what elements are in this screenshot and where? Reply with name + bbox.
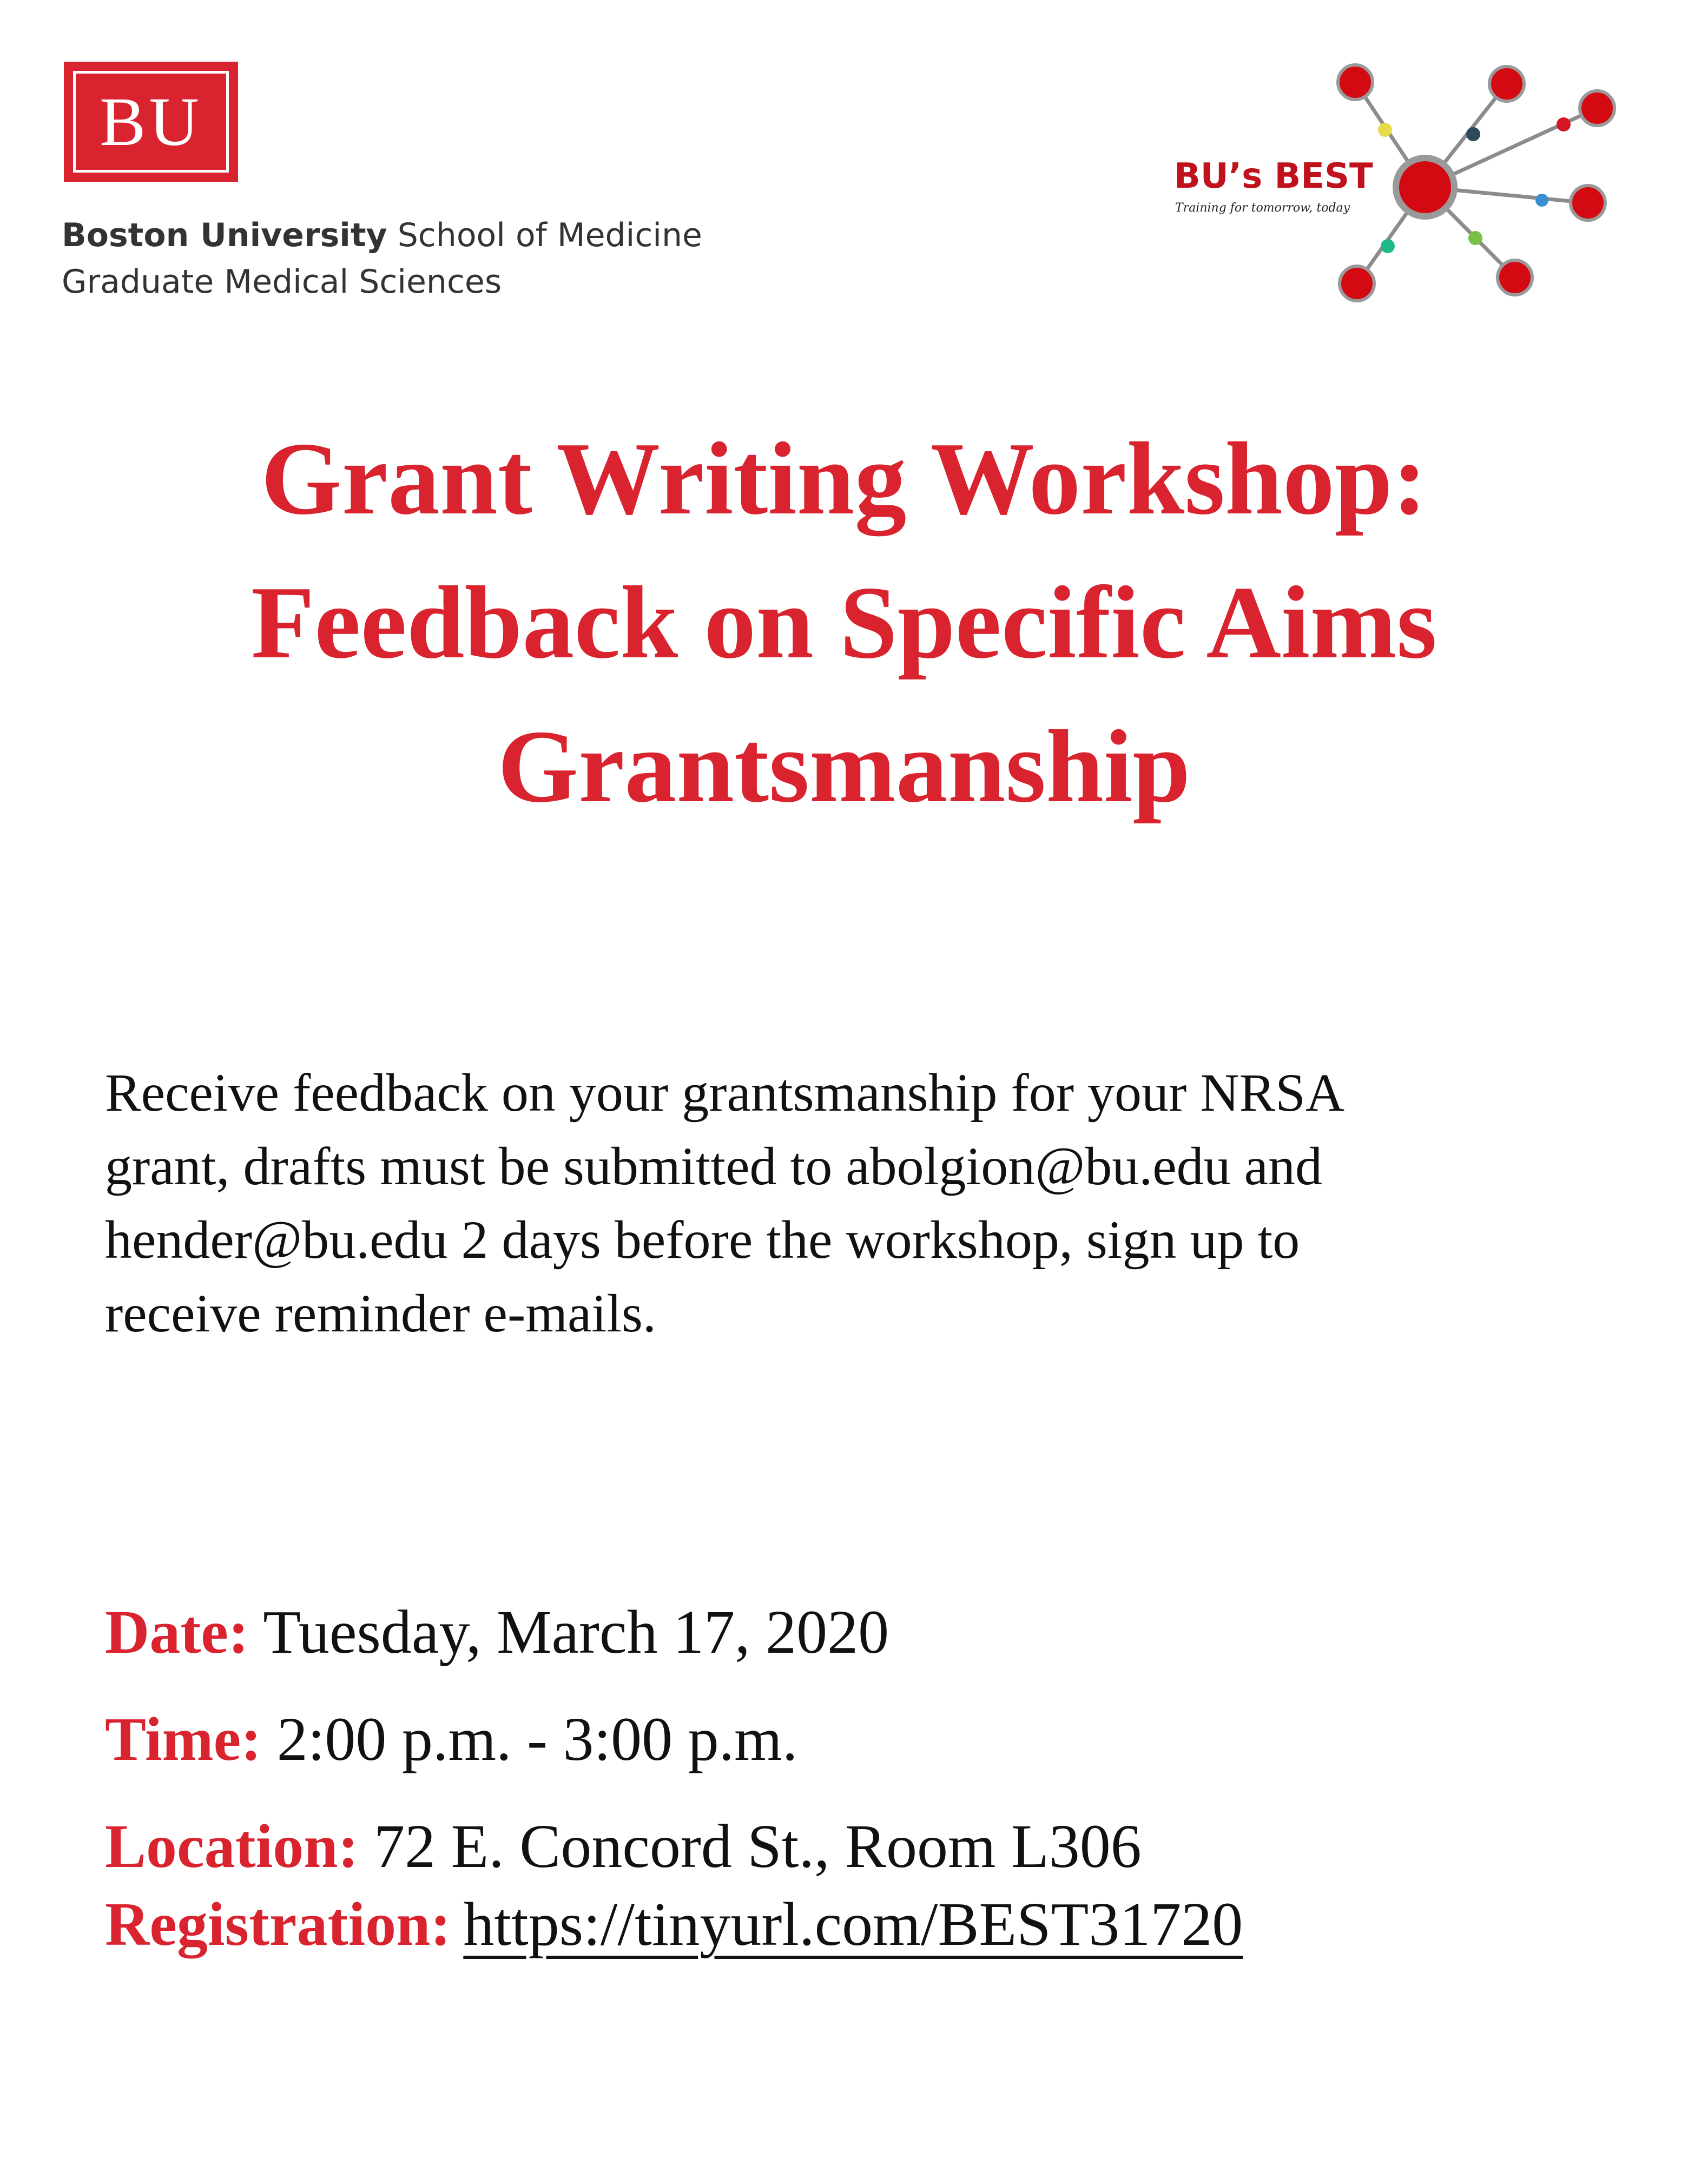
institution-rest: School of Medicine: [387, 216, 702, 254]
bu-logo-letters: BU: [100, 83, 202, 160]
department-name: Graduate Medical Sciences: [62, 263, 502, 301]
registration-link[interactable]: https://tinyurl.com/BEST31720: [463, 1890, 1243, 1958]
time-value: 2:00 p.m. - 3:00 p.m.: [261, 1705, 798, 1773]
date-label: Date:: [105, 1598, 249, 1666]
description-line-3: hender@bu.edu 2 days before the workshop, sign up to: [105, 1210, 1300, 1270]
registration-label: Registration:: [105, 1890, 451, 1958]
event-registration: [105, 1890, 1243, 1958]
description-line-4: receive reminder e-mails.: [105, 1283, 656, 1343]
bu-logo-frame: [73, 71, 229, 173]
event-location: [105, 1812, 1142, 1881]
event-time: [105, 1705, 798, 1773]
location-label: Location:: [105, 1812, 359, 1881]
institution-bold: Boston University: [62, 216, 387, 254]
event-date: [105, 1598, 889, 1666]
best-logo-title: BU’s BEST: [1174, 156, 1373, 196]
page-title: [0, 407, 1688, 839]
title-line-2: Feedback on Specific Aims: [251, 565, 1437, 680]
title-line-1: Grant Writing Workshop:: [261, 421, 1427, 536]
institution-name: [62, 212, 702, 305]
time-label: Time:: [105, 1705, 262, 1773]
institution-line: [62, 212, 702, 259]
bu-logo: [64, 62, 238, 182]
best-logo-tagline: Training for tomorrow, today: [1175, 201, 1350, 215]
description-line-1: Receive feedback on your grantsmanship for your NRSA: [105, 1063, 1345, 1123]
location-value: 72 E. Concord St., Room L306: [358, 1812, 1142, 1881]
date-value: Tuesday, March 17, 2020: [248, 1598, 889, 1666]
description-line-2: grant, drafts must be submitted to abolgion@bu.edu and: [105, 1136, 1323, 1196]
title-line-3: Grantsmanship: [497, 709, 1191, 824]
event-description: [105, 1056, 1512, 1350]
